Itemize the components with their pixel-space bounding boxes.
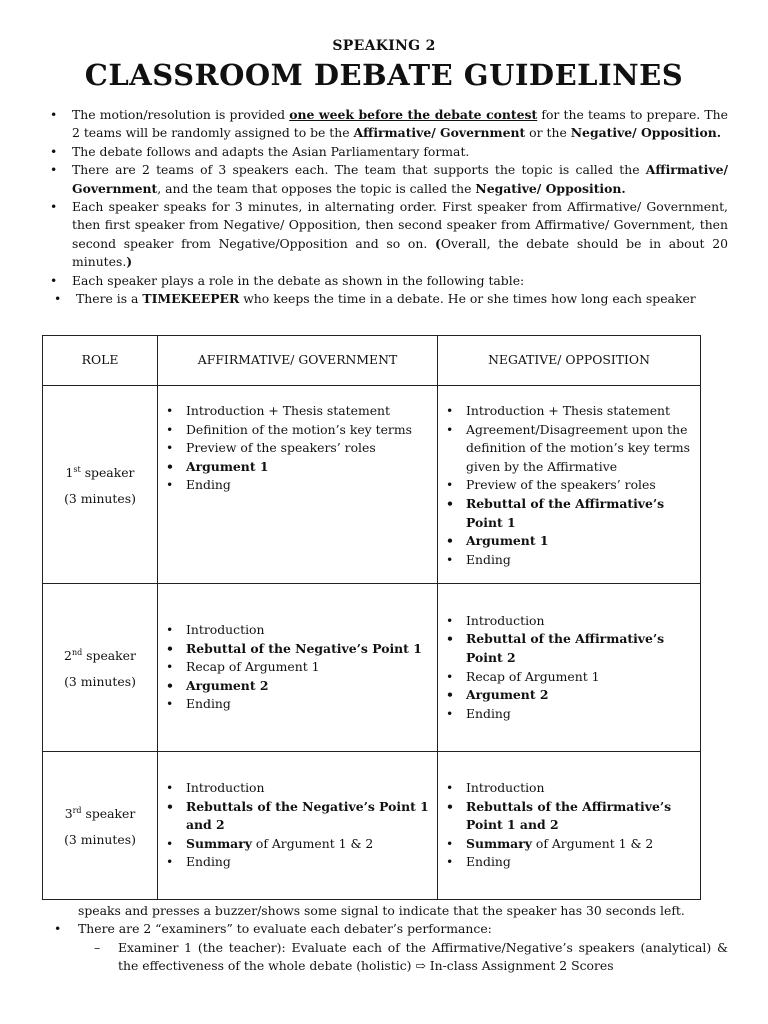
underlined-deadline: one week before the debate contest — [289, 107, 538, 122]
list-item: • Ending — [164, 476, 431, 495]
list-item: • Ending — [444, 853, 694, 872]
table-row — [43, 752, 701, 900]
document-subtitle: SPEAKING 2 — [332, 38, 436, 54]
list-item: • Preview of the speakers’ roles — [164, 439, 431, 458]
list-item: • Rebuttal of the Affirmative’s Point 2 — [444, 630, 694, 667]
list-item: • Agreement/Disagreement upon the definition of the motion’s key terms given by the Affirmative — [444, 421, 694, 477]
guideline-item-examiners: • There are 2 “examiners” to evaluate each debater’s performance: — [44, 920, 728, 938]
guideline-item-motion: • The motion/resolution is provided one week before the debate contest for the teams to prepare. The 2 teams will be randomly assigned to be the Affirmative/ Government or the Negative/ Opposition. — [44, 106, 728, 143]
after-table-text — [44, 902, 728, 976]
guideline-item-teams: • There are 2 teams of 3 speakers each. The team that supports the topic is called the Affirmative/ Government, and the team that opposes the topic is called the Negative/ Opposition. — [44, 161, 728, 198]
header-affirmative: AFFIRMATIVE/ GOVERNMENT — [158, 336, 438, 386]
negative-cell — [438, 752, 701, 900]
guideline-item-format: • The debate follows and adapts the Asian Parliamentary format. — [44, 143, 728, 161]
list-item: • Argument 1 — [444, 532, 694, 551]
negative-cell — [438, 584, 701, 752]
list-item: • Preview of the speakers’ roles — [444, 476, 694, 495]
list-item: • Ending — [164, 853, 431, 872]
list-item: • Argument 2 — [164, 677, 431, 696]
role-cell — [43, 752, 158, 900]
guideline-item-roles: • Each speaker plays a role in the debate as shown in the following table: — [44, 272, 728, 290]
speaker-minutes: (3 minutes) — [64, 491, 136, 507]
list-item: • Definition of the motion’s key terms — [164, 421, 431, 440]
affirmative-cell — [158, 584, 438, 752]
examiner-1-item: – Examiner 1 (the teacher): Evaluate each of the Affirmative/Negative’s speakers (analytical) & the effectiveness of the whole debate (holistic) ⇨ In-class Assignment 2 Scores — [94, 939, 728, 974]
table-row — [43, 386, 701, 584]
affirmative-cell — [158, 386, 438, 584]
speaker-label: 3rd speaker — [64, 805, 136, 822]
role-cell — [43, 386, 158, 584]
list-item: • Introduction — [164, 621, 431, 640]
negative-cell — [438, 386, 701, 584]
list-item: • Introduction — [164, 779, 431, 798]
list-item: • Argument 1 — [164, 458, 431, 477]
header-negative: NEGATIVE/ OPPOSITION — [438, 336, 701, 386]
list-item: • Argument 2 — [444, 686, 694, 705]
header-role: ROLE — [43, 336, 158, 386]
guideline-item-timekeeper: • There is a TIMEKEEPER who keeps the time in a debate. He or she times how long each speaker — [44, 290, 728, 308]
speaker-label: 1st speaker — [65, 464, 135, 481]
list-item: • Ending — [444, 551, 694, 570]
list-item: • Introduction + Thesis statement — [444, 402, 694, 421]
affirmative-cell — [158, 752, 438, 900]
speaker-minutes: (3 minutes) — [64, 832, 136, 848]
role-cell — [43, 584, 158, 752]
guidelines-list — [44, 106, 728, 308]
list-item: • Introduction + Thesis statement — [164, 402, 431, 421]
speaker-minutes: (3 minutes) — [64, 674, 136, 690]
list-item: • Rebuttal of the Affirmative’s Point 1 — [444, 495, 694, 532]
list-item: • Introduction — [444, 612, 694, 631]
list-item: • Recap of Argument 1 — [444, 668, 694, 687]
list-item: • Ending — [444, 705, 694, 724]
list-item: • Rebuttal of the Negative’s Point 1 — [164, 640, 431, 659]
list-item: • Recap of Argument 1 — [164, 658, 431, 677]
guideline-item-order: • Each speaker speaks for 3 minutes, in alternating order. First speaker from Affirmative/ Government, then first speaker from Negative/ Opposition, then second speaker from Affirmative/ Government, then second speaker from Negative/Opposition and so on. (Overall, the debate should be in about 20 minutes.) — [44, 198, 728, 272]
list-item: • Rebuttals of the Affirmative’s Point 1 and 2 — [444, 798, 694, 835]
list-item: • Rebuttals of the Negative’s Point 1 and 2 — [164, 798, 431, 835]
timekeeper-continuation: speaks and presses a buzzer/shows some signal to indicate that the speaker has 30 seconds left. — [78, 903, 685, 918]
list-item: • Introduction — [444, 779, 694, 798]
list-item: • Ending — [164, 695, 431, 714]
speaker-label: 2nd speaker — [64, 647, 136, 664]
table-header-row — [43, 336, 701, 386]
table-row — [43, 584, 701, 752]
document-title: CLASSROOM DEBATE GUIDELINES — [84, 58, 684, 92]
list-item: • Summary of Argument 1 & 2 — [444, 835, 694, 854]
list-item: • Summary of Argument 1 & 2 — [164, 835, 431, 854]
debate-roles-table — [42, 335, 701, 900]
